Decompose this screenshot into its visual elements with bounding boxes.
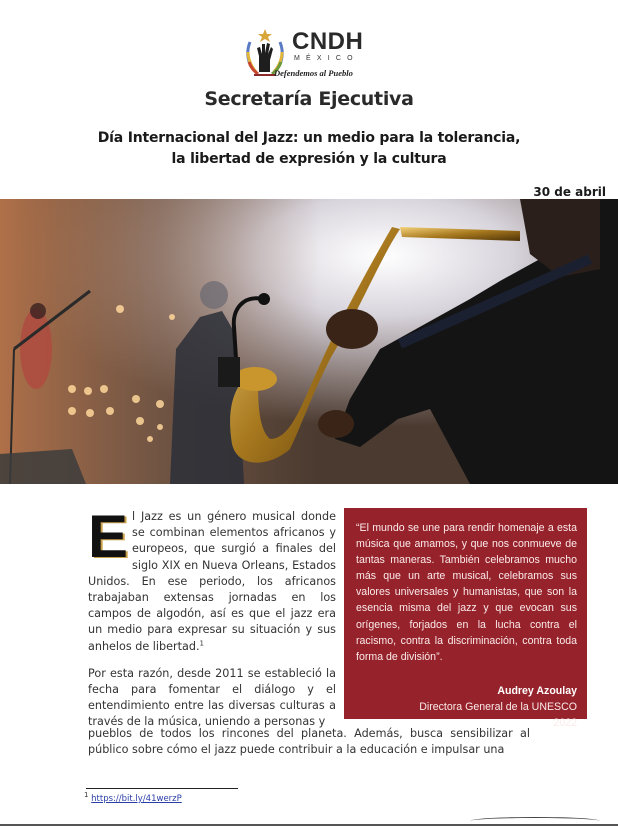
logo-country: MÉXICO — [294, 55, 359, 62]
quote-year: 2022 — [553, 717, 577, 730]
subtitle-line-1: Día Internacional del Jazz: un medio para la tolerancia, — [97, 130, 521, 146]
paragraph-1-text: l Jazz es un género musical donde se combinan elementos africanos y europeos, que surgió a finales del siglo XIX en Nueva Orleans, Estados Unidos. En ese periodo, los africanos trabajaban extensas jornadas en los campos de algodón, así es que el jazz era un medio para expresar su situación y sus anhelos de libertad. — [88, 510, 336, 653]
footnote-number: 1 — [84, 791, 89, 800]
quote-box — [344, 508, 587, 730]
quote-author: Audrey Azoulay — [497, 684, 577, 697]
date-label: 30 de abril — [533, 185, 606, 199]
hero-image-saxophonist — [0, 199, 618, 484]
page-title: Secretaría Ejecutiva — [204, 88, 414, 110]
paragraph-1 — [88, 503, 336, 655]
body-left-column — [88, 503, 336, 742]
subtitle-line-2: la libertad de expresión y la cultura — [171, 151, 447, 167]
footnote-reference[interactable]: 1 — [199, 638, 204, 647]
document-subtitle — [0, 128, 618, 170]
quote-text: “El mundo se une para rendir homenaje a esta música que amamos, y que nos conmueve de tantas maneras. También celebramos mucho más que un arte musical, celebramos sus valores universales y humanistas, que son la esencia misma del jazz y que evocan sus orígenes, forjados en la lucha contra el racismo, contra la discriminación, contra toda forma de división”. — [356, 522, 577, 663]
footnote-divider — [86, 788, 238, 789]
footnote — [84, 791, 182, 804]
quote-author-role: Directora General de la UNESCO — [419, 700, 577, 713]
dropcap-letter: E — [88, 503, 129, 570]
saxophone-photo-icon — [0, 199, 618, 484]
paragraph-2-part-2: pueblos de todos los rincones del planeta. Además, busca sensibilizar al público sobre cómo el jazz puede contribuir a la educación e impulsar una — [88, 727, 530, 757]
logo-name: CNDH — [292, 28, 364, 55]
footnote-link[interactable]: https://bit.ly/41werzP — [91, 794, 182, 804]
logo-slogan: Defendemos al Pueblo — [274, 68, 353, 78]
cndh-logo — [244, 24, 374, 80]
paragraph-2-part-1: Por esta razón, desde 2011 se estableció la fecha para fomentar el diálogo y el entendimiento entre las diversas culturas a través de la música, uniendo a personas y — [88, 666, 336, 729]
